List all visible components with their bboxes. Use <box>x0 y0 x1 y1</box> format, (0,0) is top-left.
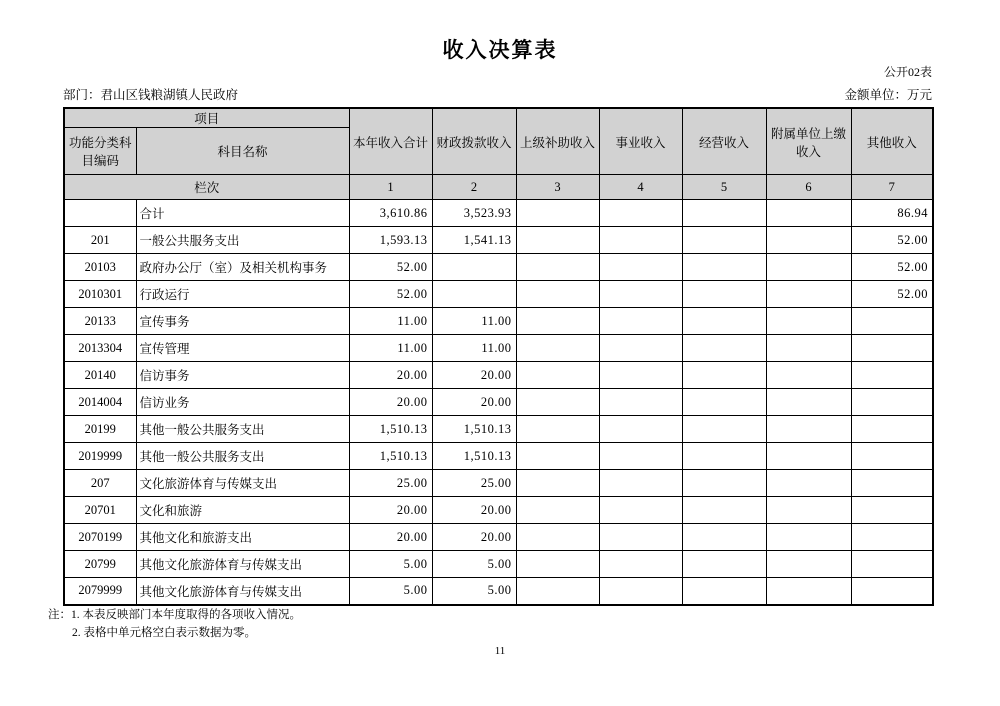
row-code: 207 <box>64 470 136 497</box>
department-label: 部门：君山区钱粮湖镇人民政府 <box>63 88 239 102</box>
row-name: 合计 <box>136 200 349 227</box>
row-code: 2070199 <box>64 524 136 551</box>
row-value <box>516 443 599 470</box>
row-value <box>516 497 599 524</box>
row-value <box>682 335 766 362</box>
row-code: 20799 <box>64 551 136 578</box>
row-value <box>766 254 851 281</box>
footnote-2: 2. 表格中单元格空白表示数据为零。 <box>72 627 256 639</box>
row-value <box>516 200 599 227</box>
row-value <box>516 281 599 308</box>
row-value <box>851 470 933 497</box>
row-value <box>516 524 599 551</box>
row-value: 20.00 <box>349 389 432 416</box>
row-value: 25.00 <box>349 470 432 497</box>
column-header: 上级补助收入 <box>516 108 599 175</box>
row-value: 20.00 <box>432 497 516 524</box>
row-value <box>516 335 599 362</box>
table-row <box>64 362 933 389</box>
row-value <box>851 362 933 389</box>
row-code: 20199 <box>64 416 136 443</box>
row-value <box>851 308 933 335</box>
row-value <box>516 308 599 335</box>
row-value <box>516 416 599 443</box>
row-value <box>682 200 766 227</box>
column-number: 7 <box>851 175 933 200</box>
column-number: 5 <box>682 175 766 200</box>
row-value <box>599 227 682 254</box>
unit-label: 金额单位：万元 <box>844 88 932 102</box>
row-code: 20103 <box>64 254 136 281</box>
code-column-header: 功能分类科目编码 <box>64 128 136 175</box>
row-value <box>766 200 851 227</box>
row-value <box>851 389 933 416</box>
table-row <box>64 389 933 416</box>
row-value: 20.00 <box>349 362 432 389</box>
row-value <box>599 335 682 362</box>
row-value <box>516 389 599 416</box>
row-name: 文化旅游体育与传媒支出 <box>136 470 349 497</box>
row-code: 2010301 <box>64 281 136 308</box>
row-value <box>516 254 599 281</box>
row-name: 其他文化和旅游支出 <box>136 524 349 551</box>
row-value: 1,593.13 <box>349 227 432 254</box>
row-value <box>682 551 766 578</box>
table-body <box>64 200 933 605</box>
row-value: 11.00 <box>432 308 516 335</box>
row-value: 52.00 <box>349 254 432 281</box>
row-name: 其他文化旅游体育与传媒支出 <box>136 551 349 578</box>
row-value <box>599 470 682 497</box>
row-value: 1,510.13 <box>432 443 516 470</box>
row-code: 20133 <box>64 308 136 335</box>
row-value: 1,541.13 <box>432 227 516 254</box>
row-name: 信访事务 <box>136 362 349 389</box>
table-row <box>64 551 933 578</box>
row-value <box>599 389 682 416</box>
row-name: 其他一般公共服务支出 <box>136 416 349 443</box>
row-value: 20.00 <box>349 497 432 524</box>
column-header: 事业收入 <box>599 108 682 175</box>
row-value: 86.94 <box>851 200 933 227</box>
row-value <box>599 308 682 335</box>
row-value <box>766 443 851 470</box>
row-value <box>851 578 933 605</box>
table-row <box>64 281 933 308</box>
row-value: 1,510.13 <box>349 416 432 443</box>
row-value: 1,510.13 <box>432 416 516 443</box>
row-value <box>599 443 682 470</box>
row-name: 一般公共服务支出 <box>136 227 349 254</box>
row-value: 3,610.86 <box>349 200 432 227</box>
row-value: 11.00 <box>432 335 516 362</box>
row-value <box>851 497 933 524</box>
row-code: 2013304 <box>64 335 136 362</box>
row-value <box>682 524 766 551</box>
table-row <box>64 470 933 497</box>
table-row <box>64 497 933 524</box>
row-value <box>766 308 851 335</box>
row-value <box>851 416 933 443</box>
row-value: 1,510.13 <box>349 443 432 470</box>
row-value <box>599 578 682 605</box>
row-value <box>516 362 599 389</box>
row-name: 其他一般公共服务支出 <box>136 443 349 470</box>
row-value <box>766 362 851 389</box>
column-header: 附属单位上缴收入 <box>766 108 851 175</box>
row-name: 宣传事务 <box>136 308 349 335</box>
table-row <box>64 254 933 281</box>
row-value: 3,523.93 <box>432 200 516 227</box>
row-code <box>64 200 136 227</box>
row-value <box>682 254 766 281</box>
row-value <box>682 578 766 605</box>
project-group-header: 项目 <box>64 108 349 128</box>
row-value: 11.00 <box>349 308 432 335</box>
row-code: 20140 <box>64 362 136 389</box>
row-value <box>432 254 516 281</box>
column-header: 经营收入 <box>682 108 766 175</box>
column-header: 本年收入合计 <box>349 108 432 175</box>
table-row <box>64 416 933 443</box>
row-value <box>766 470 851 497</box>
row-value: 11.00 <box>349 335 432 362</box>
row-value: 5.00 <box>349 578 432 605</box>
row-value <box>682 389 766 416</box>
column-header: 其他收入 <box>851 108 933 175</box>
row-value: 52.00 <box>851 254 933 281</box>
row-code: 20701 <box>64 497 136 524</box>
meta-row <box>63 85 932 103</box>
row-code: 2019999 <box>64 443 136 470</box>
row-value <box>851 551 933 578</box>
row-value <box>516 578 599 605</box>
table-row <box>64 578 933 605</box>
row-name: 政府办公厅（室）及相关机构事务 <box>136 254 349 281</box>
column-number: 6 <box>766 175 851 200</box>
row-value <box>766 389 851 416</box>
row-value <box>599 551 682 578</box>
income-statement-table <box>63 107 934 606</box>
row-name: 文化和旅游 <box>136 497 349 524</box>
row-name: 信访业务 <box>136 389 349 416</box>
row-value <box>766 335 851 362</box>
row-value <box>682 362 766 389</box>
column-number: 3 <box>516 175 599 200</box>
row-value <box>599 416 682 443</box>
row-value <box>766 227 851 254</box>
row-value <box>766 524 851 551</box>
row-value <box>599 200 682 227</box>
row-value <box>766 578 851 605</box>
row-value <box>599 362 682 389</box>
row-value <box>682 227 766 254</box>
row-name: 其他文化旅游体育与传媒支出 <box>136 578 349 605</box>
column-number: 1 <box>349 175 432 200</box>
column-number: 4 <box>599 175 682 200</box>
row-value <box>851 524 933 551</box>
row-value <box>516 470 599 497</box>
row-value <box>516 551 599 578</box>
table-row <box>64 524 933 551</box>
row-value <box>682 470 766 497</box>
footnote-1: 注：1. 本表反映部门本年度取得的各项收入情况。 <box>48 609 301 621</box>
column-header: 财政拨款收入 <box>432 108 516 175</box>
footnotes <box>48 606 301 642</box>
table-row <box>64 200 933 227</box>
row-value <box>851 443 933 470</box>
row-code: 201 <box>64 227 136 254</box>
row-value: 20.00 <box>432 524 516 551</box>
row-code: 2014004 <box>64 389 136 416</box>
table-row <box>64 227 933 254</box>
header-row-project <box>64 108 933 128</box>
row-value <box>432 281 516 308</box>
row-name: 行政运行 <box>136 281 349 308</box>
row-value: 5.00 <box>349 551 432 578</box>
row-value <box>766 416 851 443</box>
row-value: 5.00 <box>432 578 516 605</box>
row-value: 20.00 <box>432 362 516 389</box>
row-name: 宣传管理 <box>136 335 349 362</box>
row-value: 5.00 <box>432 551 516 578</box>
row-value <box>766 281 851 308</box>
column-number: 2 <box>432 175 516 200</box>
row-value: 52.00 <box>349 281 432 308</box>
page-title: 收入决算表 <box>442 38 558 62</box>
row-value <box>766 551 851 578</box>
row-value <box>599 281 682 308</box>
row-value <box>682 443 766 470</box>
table-row <box>64 443 933 470</box>
table-row <box>64 335 933 362</box>
row-value: 52.00 <box>851 227 933 254</box>
row-value <box>599 524 682 551</box>
row-value <box>516 227 599 254</box>
row-value <box>599 254 682 281</box>
row-value: 20.00 <box>432 389 516 416</box>
row-value: 20.00 <box>349 524 432 551</box>
lanci-label: 栏次 <box>64 175 349 200</box>
row-value: 25.00 <box>432 470 516 497</box>
page-number: 11 <box>494 645 506 657</box>
row-code: 2079999 <box>64 578 136 605</box>
row-value <box>682 497 766 524</box>
column-number-row <box>64 175 933 200</box>
row-value <box>682 416 766 443</box>
row-value <box>682 308 766 335</box>
row-value: 52.00 <box>851 281 933 308</box>
name-column-header: 科目名称 <box>136 128 349 175</box>
table-row <box>64 308 933 335</box>
row-value <box>682 281 766 308</box>
row-value <box>599 497 682 524</box>
table-code-label: 公开02表 <box>883 65 932 79</box>
row-value <box>851 335 933 362</box>
row-value <box>766 497 851 524</box>
